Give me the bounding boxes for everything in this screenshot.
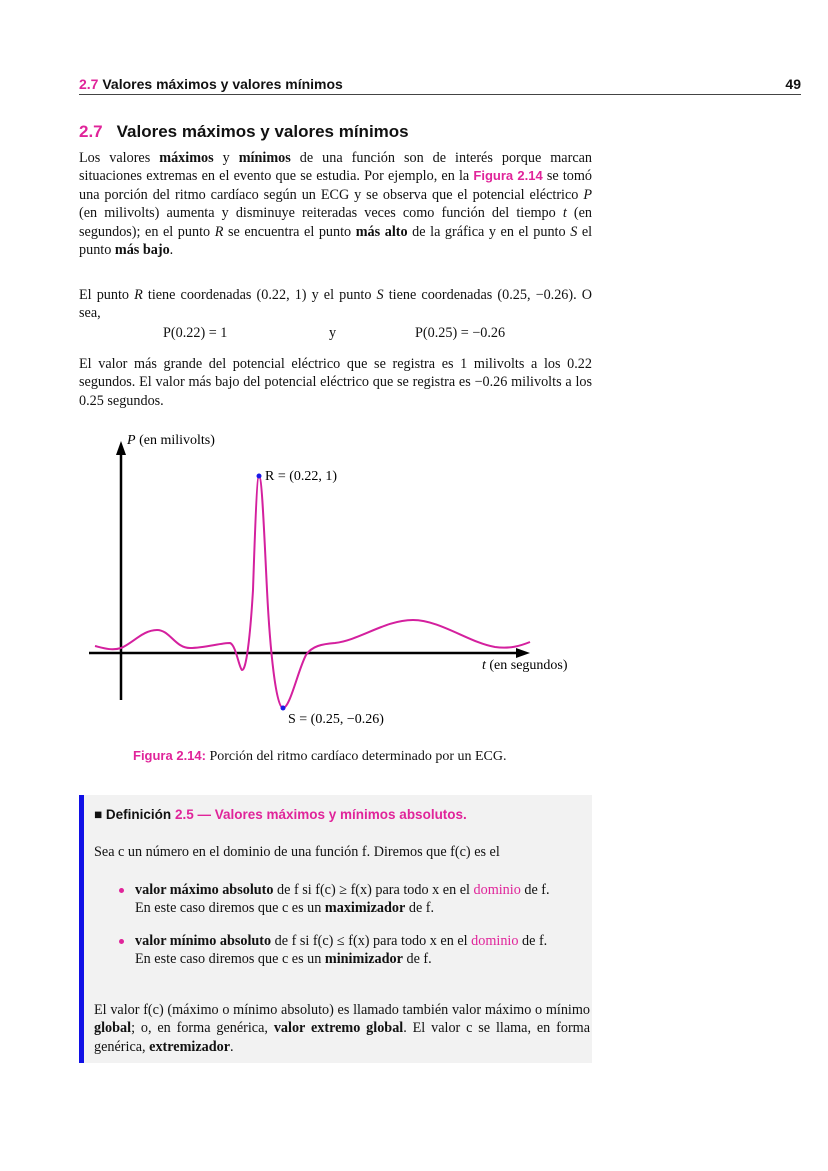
bullet-icon <box>119 939 124 944</box>
definition-title: ■ Definición 2.5 — Valores máximos y mínimos absolutos. <box>94 807 467 822</box>
intro-paragraph: Los valores máximos y mínimos de una función son de interés porque marcan situaciones extremas en el evento que se estudia. Por ejemplo, en la Figura 2.14 se tomó una porción del ritmo cardíaco según un ECG y se observa que el potencial eléctrico P (en milivolts) aumenta y disminuye reiteradas veces como función del tiempo t (en segundos); en el punto R se encuentra el punto más alto de la gráfica y en el punto S el punto más bajo. <box>79 150 593 259</box>
y-axis-arrow-icon <box>116 441 126 455</box>
definition-closing: El valor f(c) (máximo o mínimo absoluto) es llamado también valor máximo o mínimo global; o, en forma genérica, valor extremo global. El valor c se llama, en forma genérica, extremizador. <box>94 1002 591 1055</box>
dominio-link[interactable]: dominio <box>471 933 519 949</box>
bullet-min: valor mínimo absoluto de f si f(c) ≤ f(x) para todo x en el dominio de f. En este caso diremos que c es un minimizador de f. <box>109 932 594 969</box>
header-section-number: 2.7 <box>79 76 99 92</box>
bullet-max: valor máximo absoluto de f si f(c) ≥ f(x) para todo x en el dominio de f. En este caso diremos que c es un maximizador de f. <box>109 881 594 918</box>
section-number: 2.7 <box>79 122 103 141</box>
figure-caption <box>133 748 507 765</box>
header-title: Valores máximos y valores mínimos <box>102 76 343 92</box>
caption-label: Figura 2.14: <box>133 748 206 763</box>
point-S <box>281 706 286 711</box>
page-number: 49 <box>785 76 801 92</box>
values-paragraph: El valor más grande del potencial eléctrico que se registra es 1 milivolts a los 0.22 segundos. El valor más bajo del potencial eléctrico que se registra es −0.26 milivolts a los 0.25 segundos. <box>79 356 592 409</box>
ecg-curve <box>95 476 530 708</box>
S-label: S = (0.25, −0.26) <box>288 712 384 727</box>
bullet-icon <box>119 888 124 893</box>
caption-text: Porción del ritmo cardíaco determinado por un ECG. <box>209 749 507 764</box>
point-R <box>257 474 262 479</box>
y-axis-label: P (en milivolts) <box>127 433 215 448</box>
definition-box <box>79 795 592 1063</box>
section-title-text: Valores máximos y valores mínimos <box>116 122 409 141</box>
dominio-link[interactable]: dominio <box>473 882 521 898</box>
definition-intro: Sea c un número en el dominio de una función f. Diremos que f(c) es el <box>94 844 500 860</box>
R-label: R = (0.22, 1) <box>265 469 338 484</box>
equation-conjunction: y <box>329 325 337 341</box>
coords-paragraph: El punto R tiene coordenadas (0.22, 1) y el punto S tiene coordenadas (0.25, −0.26). O sea, <box>79 287 593 322</box>
x-axis-arrow-icon <box>516 648 530 658</box>
figure-link[interactable]: Figura 2.14 <box>473 168 543 184</box>
equation-left: P(0.22) = 1 <box>163 325 228 341</box>
equation-right: P(0.25) = −0.26 <box>415 325 506 341</box>
x-axis-label: t (en segundos) <box>482 658 568 673</box>
